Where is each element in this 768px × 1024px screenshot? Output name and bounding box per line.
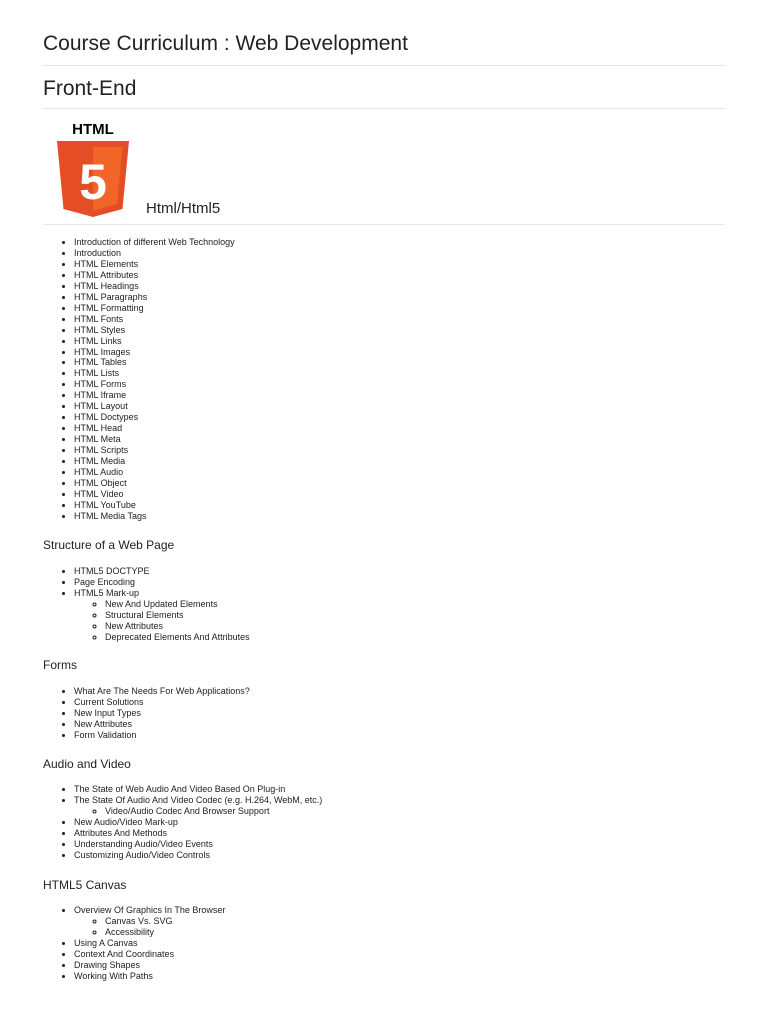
list-item: • Page Encoding (74, 577, 250, 588)
list-item: • HTML Audio (74, 467, 235, 478)
sub-list-item: ◦ New Attributes (105, 621, 250, 632)
list-item (74, 905, 225, 938)
logo-text: HTML (72, 121, 114, 138)
canvas-list (43, 905, 225, 982)
audio-video-sublist (74, 806, 322, 817)
sub-list-item: ◦ Video/Audio Codec And Browser Support (105, 806, 322, 817)
list-item: • HTML Doctypes (74, 412, 235, 423)
list-item: • Attributes And Methods (74, 828, 322, 839)
audio-video-list (43, 784, 322, 861)
structure-list (43, 566, 250, 643)
list-item: • HTML5 DOCTYPE (74, 566, 250, 577)
list-item: • Customizing Audio/Video Controls (74, 850, 322, 861)
audio-video-heading: Audio and Video (43, 757, 131, 771)
html-topics-list (43, 237, 235, 522)
sub-list-item: ◦ Canvas Vs. SVG (105, 916, 225, 927)
list-item: • Form Validation (74, 730, 250, 741)
list-item: • Drawing Shapes (74, 960, 225, 971)
list-item: • Context And Coordinates (74, 949, 225, 960)
canvas-sublist (74, 916, 225, 938)
section-divider (43, 108, 725, 109)
list-item: • HTML Formatting (74, 303, 235, 314)
list-item: • HTML Media (74, 456, 235, 467)
forms-heading: Forms (43, 658, 77, 672)
list-item: • HTML Attributes (74, 270, 235, 281)
subsection-heading: Html/Html5 (146, 200, 221, 217)
list-item (74, 588, 250, 643)
list-item: • HTML Images (74, 347, 235, 358)
list-item: • Working With Paths (74, 971, 225, 982)
list-item: • HTML Paragraphs (74, 292, 235, 303)
list-item: • What Are The Needs For Web Applications? (74, 686, 250, 697)
list-item: • Introduction of different Web Technology (74, 237, 235, 248)
list-item: • HTML Object (74, 478, 235, 489)
list-item: • HTML Head (74, 423, 235, 434)
section-heading: Front-End (43, 77, 137, 100)
html5-logo-icon (56, 120, 130, 218)
list-item: • HTML Forms (74, 379, 235, 390)
list-item: • HTML Iframe (74, 390, 235, 401)
list-item: • New Audio/Video Mark-up (74, 817, 322, 828)
logo-badge: 5 (79, 154, 107, 210)
list-item: • HTML Lists (74, 368, 235, 379)
title-divider (43, 65, 725, 66)
canvas-heading: HTML5 Canvas (43, 878, 127, 892)
forms-list (43, 686, 250, 741)
page-title: Course Curriculum : Web Development (43, 32, 408, 55)
list-item: • HTML Headings (74, 281, 235, 292)
structure-heading: Structure of a Web Page (43, 538, 175, 552)
subsection-divider (43, 224, 725, 225)
list-item (74, 795, 322, 817)
list-item: • HTML Meta (74, 434, 235, 445)
list-item: • HTML Layout (74, 401, 235, 412)
sub-list-item: ◦ Accessibility (105, 927, 225, 938)
list-item: • HTML Media Tags (74, 511, 235, 522)
list-item: • HTML Links (74, 336, 235, 347)
list-item: • HTML Elements (74, 259, 235, 270)
list-item: • HTML Styles (74, 325, 235, 336)
list-item: • New Input Types (74, 708, 250, 719)
list-item: • HTML YouTube (74, 500, 235, 511)
sub-list-item: ◦ Structural Elements (105, 610, 250, 621)
sub-list-item: ◦ Deprecated Elements And Attributes (105, 632, 250, 643)
list-item: • New Attributes (74, 719, 250, 730)
list-item: • Understanding Audio/Video Events (74, 839, 322, 850)
sub-list-item: ◦ New And Updated Elements (105, 599, 250, 610)
list-item: • Current Solutions (74, 697, 250, 708)
list-item: • The State of Web Audio And Video Based On Plug-in (74, 784, 322, 795)
list-item: • HTML Video (74, 489, 235, 500)
structure-sublist (74, 599, 250, 643)
list-item-label: Overview Of Graphics In The Browser (74, 905, 226, 915)
list-item: • HTML Scripts (74, 445, 235, 456)
list-item: • HTML Tables (74, 357, 235, 368)
list-item: • Introduction (74, 248, 235, 259)
list-item-label: HTML5 Mark-up (74, 587, 140, 598)
list-item: • HTML Fonts (74, 314, 235, 325)
list-item-label: The State Of Audio And Video Codec (e.g. H.264, WebM, etc.) (74, 794, 323, 805)
list-item: • Using A Canvas (74, 938, 225, 949)
